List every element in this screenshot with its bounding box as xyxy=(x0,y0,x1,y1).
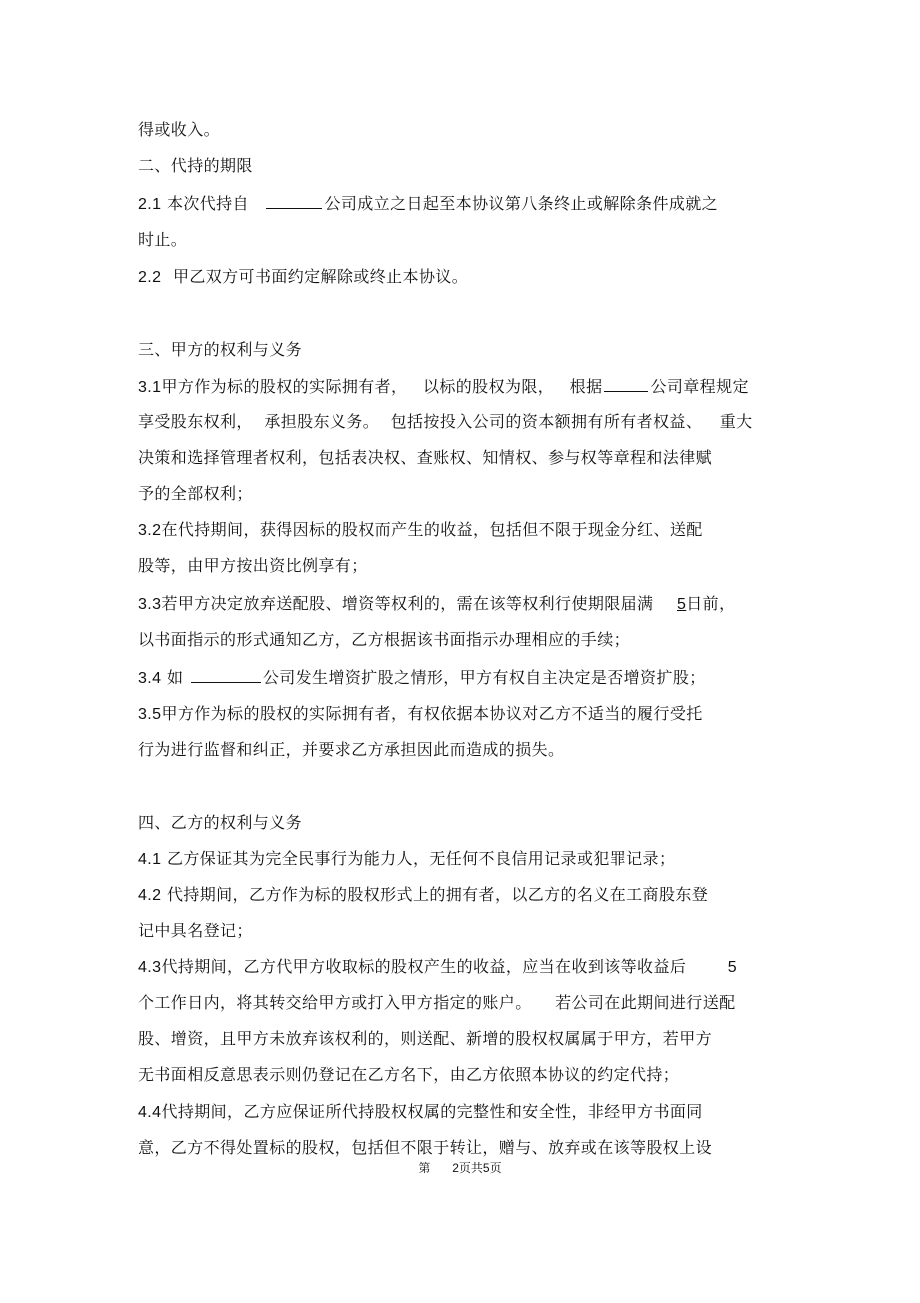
text: 代持期间，乙方代甲方收取标的股权产生的收益，应当在收到该等收益后 xyxy=(161,957,687,976)
current-page-number: 2 xyxy=(452,1161,459,1175)
text: 公司章程规定 xyxy=(650,377,749,396)
text: 代持期间，乙方应保证所代持股权权属的完整性和安全性，非经甲方书面同 xyxy=(161,1102,703,1121)
text: 予的全部权利； xyxy=(138,484,253,503)
text: 承担股东义务。 xyxy=(264,412,380,431)
text-line xyxy=(138,484,253,504)
text-line xyxy=(138,993,736,1013)
text: 代持期间，乙方作为标的股权形式上的拥有者，以乙方的名义在工商股东登 xyxy=(166,885,709,904)
clause-3-2 xyxy=(138,520,703,541)
clause-3-4 xyxy=(138,667,706,689)
text: 股等，由甲方按出资比例享有； xyxy=(138,556,368,575)
clause-number: 4.4 xyxy=(138,1104,162,1121)
text-line xyxy=(138,1065,679,1085)
section-heading xyxy=(138,340,302,360)
clause-3-3 xyxy=(138,594,735,615)
clause-3-5 xyxy=(138,704,703,725)
text: 日前， xyxy=(686,594,736,613)
clause-number: 2.2 xyxy=(138,269,162,286)
clause-number: 2.1 xyxy=(138,196,162,213)
text: 根据 xyxy=(569,377,603,396)
clause-number: 3.3 xyxy=(138,596,162,613)
text-line xyxy=(138,448,712,468)
section-heading xyxy=(138,813,302,833)
clause-number: 4.2 xyxy=(138,887,162,904)
text: 在代持期间，获得因标的股权而产生的收益，包括但不限于现金分红、送配 xyxy=(161,520,703,539)
text: 如 xyxy=(166,668,184,687)
clause-4-1 xyxy=(138,849,675,870)
text: 以书面指示的形式通知乙方，乙方根据该书面指示办理相应的手续； xyxy=(138,630,631,649)
text-line xyxy=(138,740,564,760)
days-value: 5 xyxy=(676,596,687,613)
heading-text: 二、代持的期限 xyxy=(138,156,253,175)
text: 得或收入。 xyxy=(138,120,221,139)
blank-field xyxy=(191,667,261,683)
text-line xyxy=(138,1138,712,1158)
clause-2-2 xyxy=(138,267,468,288)
days-value: 5 xyxy=(727,959,738,976)
text: 公司发生增资扩股之情形，甲方有权自主决定是否增资扩股； xyxy=(262,668,706,687)
text: 本次代持自 xyxy=(166,194,249,213)
heading-text: 三、甲方的权利与义务 xyxy=(138,340,303,359)
heading-text: 四、乙方的权利与义务 xyxy=(138,813,303,832)
text: 若甲方决定放弃送配股、增资等权利的，需在该等权利行使期限届满 xyxy=(161,594,654,613)
text-line xyxy=(138,230,187,250)
text: 享受股东权利， xyxy=(138,412,253,431)
blank-field xyxy=(266,193,322,209)
text: 若公司在此期间进行送配 xyxy=(555,993,736,1012)
text: 以标的股权为限， xyxy=(422,377,555,396)
text-line xyxy=(138,630,630,650)
text-line xyxy=(138,120,220,140)
text: 股、增资，且甲方未放弃该权利的，则送配、新增的股权权属属于甲方，若甲方 xyxy=(138,1029,713,1048)
clause-number: 3.4 xyxy=(138,670,162,687)
clause-4-2 xyxy=(138,885,708,906)
text: 记中具名登记； xyxy=(138,921,253,940)
footer-prefix: 第 xyxy=(418,1161,431,1175)
text: 无书面相反意思表示则仍登记在乙方名下，由乙方依照本协议的约定代持； xyxy=(138,1065,680,1084)
text: 甲乙双方可书面约定解除或终止本协议。 xyxy=(172,267,469,286)
total-page-number: 5 xyxy=(482,1161,490,1175)
clause-number: 4.3 xyxy=(138,959,162,976)
page-footer xyxy=(0,1160,920,1176)
clause-4-3 xyxy=(138,957,737,978)
clause-number: 3.1 xyxy=(138,379,162,396)
clause-2-1 xyxy=(138,193,718,215)
clause-number: 4.1 xyxy=(138,851,162,868)
footer-suffix: 页 xyxy=(489,1161,502,1175)
blank-field xyxy=(604,376,648,392)
text: 公司成立之日起至本协议第八条终止或解除条件成就之 xyxy=(324,194,719,213)
text: 时止。 xyxy=(138,230,188,249)
text: 决策和选择管理者权利，包括表决权、查账权、知情权、参与权等章程和法律赋 xyxy=(138,448,713,467)
text-line xyxy=(138,921,253,941)
text: 意，乙方不得处置标的股权，包括但不限于转让，赠与、放弃或在该等股权上设 xyxy=(138,1138,713,1157)
text: 甲方作为标的股权的实际拥有者， xyxy=(161,377,408,396)
text: 行为进行监督和纠正，并要求乙方承担因此而造成的损失。 xyxy=(138,740,565,759)
section-heading xyxy=(138,156,253,176)
clause-number: 3.5 xyxy=(138,706,162,723)
text-line xyxy=(138,412,753,432)
text: 乙方保证其为完全民事行为能力人，无任何不良信用记录或犯罪记录； xyxy=(166,849,676,868)
clause-3-1 xyxy=(138,376,749,398)
clause-4-4 xyxy=(138,1102,703,1123)
footer-middle: 页共 xyxy=(458,1161,483,1175)
text: 重大 xyxy=(719,412,753,431)
text-line xyxy=(138,1029,712,1049)
text: 个工作日内，将其转交给甲方或打入甲方指定的账户。 xyxy=(138,993,532,1012)
text: 甲方作为标的股权的实际拥有者，有权依据本协议对乙方不适当的履行受托 xyxy=(161,704,703,723)
clause-number: 3.2 xyxy=(138,522,162,539)
text: 包括按投入公司的资本额拥有所有者权益、 xyxy=(390,412,703,431)
text-line xyxy=(138,556,368,576)
